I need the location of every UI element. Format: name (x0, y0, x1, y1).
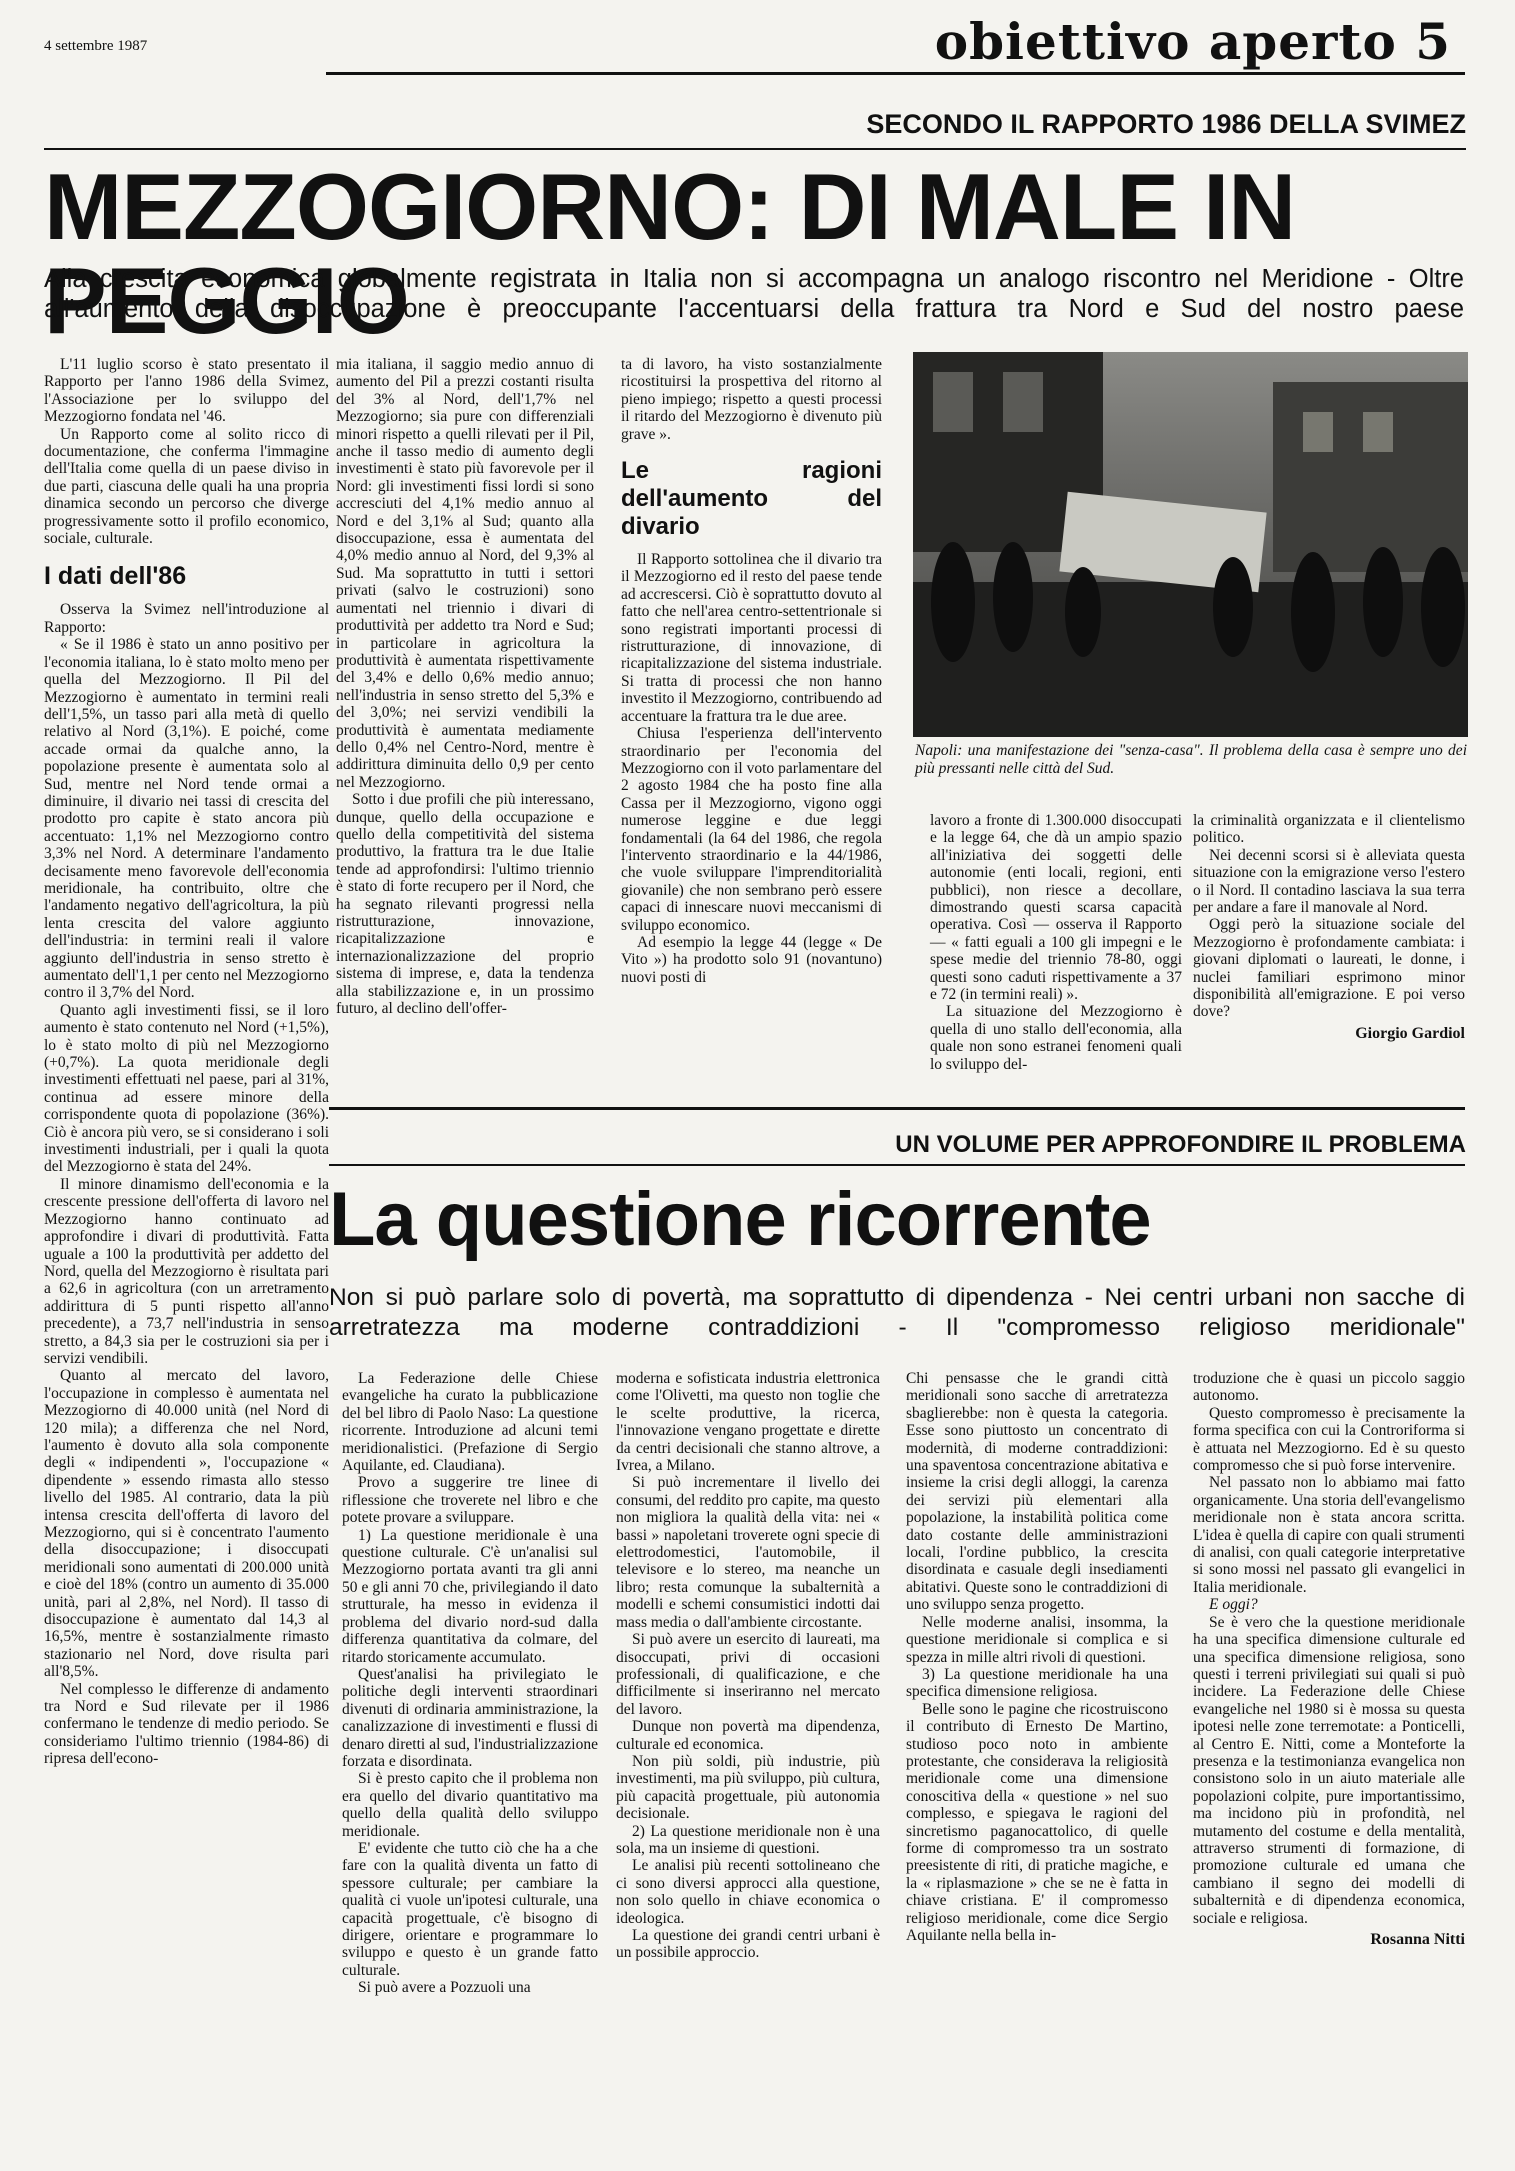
article2-column-2 (616, 1370, 880, 2160)
article2-headline: La questione ricorrente (329, 1177, 1151, 1262)
paragraph: La Federazione delle Chiese evangeliche ha curato la pubblicazione del bel libro di Paolo Naso: La questione ricorrente. Introduzione ad alcuni temi meridionalistici. (Prefazione di Sergio Aquilante, ed. Claudiana). (342, 1370, 598, 1475)
masthead-rule (326, 72, 1465, 75)
paragraph: Quanto al mercato del lavoro, l'occupazione in complesso è aumentata nel Mezzogiorno di 40.000 unità (nel Nord di 120 mila); a differenza che nel Nord, l'aumento è dovuto alla sola componente degli « indipendenti », l'occupazione « dipendente » essendo rimasta allo stesso livello del 1985. Al contrario, data la più intensa crescita dell'offerta di lavoro del Mezzogiorno, qui si è concentrato l'aumento della disoccupazione; i disoccupati meridionali sono aumentati di 200.000 unità e cioè del 18% (contro un aumento di 35.000 unità, pari al 2,8%, nel Nord). Il tasso di disoccupazione è aumentato dal 14,3 al 16,5%, mentre è sostanzialmente rimasto stazionario nel Nord, dove risulta pari all'8,5%. (44, 1367, 329, 1681)
article2-column-1 (342, 1370, 598, 2160)
paragraph: Oggi però la situazione sociale del Mezzogiorno è profondamente cambiata: i giovani diplomati o laureati, le donne, i nuclei familiari esprimono minor disponibilità all'emigrazione. E poi verso dove? (1193, 916, 1465, 1021)
paragraph: Nei decenni scorsi si è alleviata questa situazione con la emigrazione verso l'estero o il Nord. Il contadino lasciava la sua terra per andare a fare il manovale al Nord. (1193, 846, 1465, 917)
article2-top-rule (329, 1107, 1465, 1110)
paragraph: L'11 luglio scorso è stato presentato il Rapporto per l'anno 1986 della Svimez, l'Associazione per lo sviluppo del Mezzogiorno fondata nel '46. (44, 356, 329, 426)
paragraph: Nel passato non lo abbiamo mai fatto organicamente. Una storia dell'evangelismo meridionale non è stata ancora scritta. L'idea è quella di capire con quali strumenti di analisi, con quali categorie interpretative si sono mossi nel passato gli evangelici in Italia meridionale. (1193, 1474, 1465, 1596)
paragraph: E oggi? (1209, 1596, 1258, 1614)
paragraph: Osserva la Svimez nell'introduzione al Rapporto: (44, 601, 329, 636)
paragraph: « Se il 1986 è stato un anno positivo per l'economia italiana, lo è stato molto meno per quella del Mezzogiorno. Il Pil del Mezzogiorno è aumentato in termini reali dell'1,5%, un tasso pari alla metà di quello relativo al Nord (3,1%). E poiché, come accade ormai da qualche anno, la popolazione presente è aumentata solo al Sud, mentre nel Nord tende ormai a diminuire, il divario nei tassi di crescita del prodotto pro capite è stato ancora più accentuato: 1,1% nel Mezzogiorno contro 3,3% nel Nord. A determinare l'andamento decisamente meno favorevole dell'economia meridionale, ha contribuito, oltre che l'andamento negativo dell'agricoltura, la più lenta crescita del valore aggiunto dell'industria: in termini reali il valore aggiunto dell'industria in senso stretto è aumentato dell'1,1 per cento nel Mezzogiorno contro il 3,7% del Nord. (44, 636, 329, 1002)
paragraph: Belle sono le pagine che ricostruiscono il contributo di Ernesto De Martino, studioso poco noto in ambiente protestante, che considerava la religiosità meridionale come una dimensione conoscitiva della « questione » nel suo complesso, e spiegava le ragioni del sincretismo paganocattolico, di quelle forme di compromesso tra un sostrato preesistente di riti, di pratiche magiche, e la « riplasmazione » che se ne è fatta in chiave cristiana. E' il compromesso religioso meridionale, come dice Sergio Aquilante nella bella in- (906, 1700, 1168, 1944)
article2-rule (329, 1164, 1465, 1166)
paragraph: Nel complesso le differenze di andamento tra Nord e Sud rilevate per il 1986 confermano le tendenze di medio periodo. Se consideriamo l'ultimo triennio (1984-86) di ripresa dell'econo- (44, 1680, 329, 1768)
issue-date: 4 settembre 1987 (44, 38, 148, 54)
protest-photo (913, 352, 1468, 737)
article1-column-2 (336, 356, 594, 1156)
paragraph: Ad esempio la legge 44 (legge « De Vito ») ha prodotto solo 91 (novantuno) nuovi posti di (621, 933, 882, 986)
paragraph: La situazione del Mezzogiorno è quella di uno stallo dell'economia, alla quale non sono estranei fenomeni quali lo sviluppo del- (930, 1003, 1182, 1073)
paragraph: Chi pensasse che le grandi città meridionali sono sacche di arretratezza sbaglierebbe: non è questa la categoria. Esse sono piuttosto un concentrato di modernità, di moderne contraddizioni: una spaventosa concentrazione abitativa e insieme la crisi degli alloggi, la carenza dei servizi più elementari alla popolazione, la instabilità politica come dato costante delle amministrazioni locali, l'ordine pubblico, la crescita disordinata e casuale degli insediamenti abitativi. Queste sono le contraddizioni di uno sviluppo senza progetto. (906, 1370, 1168, 1614)
paragraph: Sotto i due profili che più interessano, dunque, quello della occupazione e quello della competitività del sistema produttivo, la frattura tra le due Italie tende ad approfondirsi: l'ultimo triennio è stato di forte recupero per il Nord, che ha segnato rilevanti progressi nella ristrutturazione, innovazione, ricapitalizzazione e internazionalizzazione del proprio sistema di imprese, e, data la tendenza alla stabilizzazione e, in un prossimo futuro, al declino dell'offer- (336, 791, 594, 1018)
article2-standfirst: Non si può parlare solo di povertà, ma soprattutto di dipendenza - Nei centri urbani non sacche di arretratezza ma moderne contraddizioni - Il "compromesso religioso meridionale" (329, 1284, 1465, 1341)
protest-photo-drawing (913, 352, 1468, 737)
subheading-dati: I dati dell'86 (44, 562, 187, 591)
paragraph: Non più soldi, più industrie, più investimenti, ma più sviluppo, più cultura, più capacità progettuale, più autonomia decisionale. (616, 1752, 880, 1823)
paragraph: Se è vero che la questione meridionale ha una specifica dimensione culturale ed una specifica dimensione religiosa, sono questi i terreni privilegiati sui quali si può incidere. La Federazione delle Chiese evangeliche nel 1980 si è mossa su questa ipotesi nelle zone terremotate: a Ponticelli, al Centro E. Nitti, come a Monteforte la presenza e la testimonianza evangelica non consistono solo in un aiuto materiale alle popolazioni colpite, pure importantissimo, ma incidono più in profondità, nel mutamento del costume e della mentalità, attraverso strumenti di formazione, di promozione culturale ed umana che cambiano il segno dei modelli di subalternità e di dipendenza economica, sociale e religiosa. (1193, 1613, 1465, 1927)
paragraph: 3) La questione meridionale ha una specifica dimensione religiosa. (906, 1665, 1168, 1701)
article1-rule (44, 148, 1466, 150)
article1-column-1 (44, 356, 329, 2171)
paragraph: ta di lavoro, ha visto sostanzialmente ricostituirsi la prospettiva del ritorno al pieno impiego; rispetto a questi processi il ritardo del Mezzogiorno è divenuto più grave ». (621, 356, 882, 443)
paragraph: Il Rapporto sottolinea che il divario tra il Mezzogiorno ed il resto del paese tende ad accrescersi. Ciò è soprattutto dovuto al fatto che nell'area centro-settentrionale si sono registrati importanti processi di ristrutturazione, di innovazione, di ricapitalizzazione del sistema industriale. Si tratta di processi che non hanno investito il Mezzogiorno, contribuendo ad accentuare la frattura tra le due aree. (621, 551, 882, 725)
paragraph: lavoro a fronte di 1.300.000 disoccupati e la legge 64, che dà un ampio spazio all'iniziativa dei soggetti delle autonomie (enti locali, regioni, enti pubblici), non riesce a decollare, dimostrando questi scarsa capacità operativa. Così — osserva il Rapporto — « fatti eguali a 100 gli impegni e le spese medie del triennio 78-80, oggi questi sono caduti rispettivamente a 37 e 72 (in termini reali) ». (930, 812, 1182, 1004)
paragraph: Le analisi più recenti sottolineano che ci sono diversi approcci alla questione, non solo quello in chiave economica o ideologica. (616, 1857, 880, 1927)
paragraph: Quest'analisi ha privilegiato le politiche degli interventi straordinari divenuti di ordinaria amministrazione, la canalizzazione di investimenti e flussi di denaro diretti al sud, l'industrializzazione forzata e disordinata. (342, 1665, 598, 1770)
article1-standfirst: Alla crescita economica globalmente registrata in Italia non si accompagna un analogo riscontro nel Meridione - Oltre all'aumento della disoccupazione è preoccupante l'accentuarsi della frattura tra Nord e Sud del nostro paese (44, 265, 1464, 323)
paragraph: E' evidente che tutto ciò che ha a che fare con la qualità diventa un fatto di spessore culturale; per cambiare la qualità ci vuole un'ipotesi culturale, una capacità progettuale, c'è bisogno di dirigere, orientare e programmare lo sviluppo e questo è un grande fatto culturale. (342, 1839, 598, 1979)
paragraph: mia italiana, il saggio medio annuo di aumento del Pil a prezzi costanti risulta del 3% al Nord, dell'1,7% nel Mezzogiorno; sia pure con differenziali minori rispetto a quelli rilevati per il Pil, anche il tasso medio di aumento degli investimenti è stato più favorevole per il Nord: gli investimenti fissi lordi si sono accresciuti del 4,1% medio annuo al Nord e del 3,1% al Sud; quanto alla disoccupazione, essa è aumentata del 4,0% medio annuo al Nord, del 9,3% al Sud. Ma soprattutto in tutti i settori privati (salvo le costruzioni) sono aumentati nel triennio i divari di produttività per addetto tra Nord e Sud; in particolare in agricoltura la produttività è aumentata rispettivamente del 3,4% e dello 0,6% medio annuo; nell'industria in senso stretto del 5,3% e del 3,0%; nei servizi vendibili la produttività è aumentata mediamente dello 0,4% nel Centro-Nord, mentre è addirittura diminuita dello 0,9 per cento nel Mezzogiorno. (336, 356, 594, 791)
paragraph: 2) La questione meridionale non è una sola, ma un insieme di questioni. (616, 1822, 880, 1857)
paragraph: La questione dei grandi centri urbani è un possibile approccio. (616, 1927, 880, 1962)
article2-column-4 (1193, 1370, 1465, 2160)
paragraph: troduzione che è quasi un piccolo saggio autonomo. (1193, 1370, 1465, 1405)
subheading-ragioni: Le ragioni dell'aumento del divario (621, 457, 882, 541)
article1-column-3 (621, 356, 882, 1156)
paragraph: la criminalità organizzata e il clientelismo politico. (1193, 812, 1465, 847)
paragraph: moderna e sofisticata industria elettronica come l'Olivetti, ma questo non toglie che le scelte produttive, la ricerca, l'innovazione vengano progettate e dirette da centri decisionali che stanno altrove, a Ivrea, a Milano. (616, 1370, 880, 1475)
paragraph: Si è presto capito che il problema non era quello del divario quantitativo ma quello della qualità dello sviluppo meridionale. (342, 1770, 598, 1840)
photo-caption: Napoli: una manifestazione dei "senza-casa". Il problema della casa è sempre uno dei più pressanti nelle città del Sud. (915, 742, 1467, 777)
paragraph: Nelle moderne analisi, insomma, la questione meridionale si complica e si spezza in mille altri rivoli di questioni. (906, 1613, 1168, 1666)
paragraph: Si può avere a Pozzuoli una (358, 1979, 531, 1997)
paragraph: Si può incrementare il livello dei consumi, del reddito pro capite, ma questo non migliora la qualità della vita: nei « bassi » napoletani troverete ogni specie di elettrodomestici, l'automobile, il televisore e lo stereo, ma neanche un libro; resta comunque la subalternità a modelli e schemi consumistici indotti dai mass media o dall'ambiente circostante. (616, 1474, 880, 1631)
section-title: obiettivo aperto 5 (934, 12, 1451, 71)
paragraph: Quanto agli investimenti fissi, se il loro aumento è stato contenuto nel Nord (+1,5%), lo è stato molto di più nel Mezzogiorno (+0,7%). La quota meridionale degli investimenti effettuati nel paese, pari al 31%, continua ad essere minore della corrispondente quota di popolazione (36%). Ciò è ancora più vero, se si considerano i soli investimenti industriali, per i quali la quota del Mezzogiorno è stata del 24%. (44, 1001, 329, 1176)
paragraph: Un Rapporto come al solito ricco di documentazione, che conferma l'immagine dell'Italia come quella di un paese diviso in due parti, ciascuna delle quali ha una propria dinamica secondo un percorso che diverge progressivamente sotto il profilo economico, sociale, culturale. (44, 425, 329, 548)
article2-kicker: UN VOLUME PER APPROFONDIRE IL PROBLEMA (895, 1131, 1466, 1158)
article1-kicker: SECONDO IL RAPPORTO 1986 DELLA SVIMEZ (866, 109, 1466, 139)
paragraph: Dunque non povertà ma dipendenza, culturale ed economica. (616, 1718, 880, 1753)
paragraph: Chiusa l'esperienza dell'intervento straordinario per l'economia del Mezzogiorno con il voto parlamentare del 2 agosto 1984 che ha posto fine alla Cassa per il Mezzogiorno, vigono oggi numerose leggine e due leggi fondamentali (la 64 del 1986, che regola l'intervento straordinario e la 44/1986, che vuole sviluppare l'imprenditorialità giovanile) che non sembrano però essere capaci di innescare nuovi meccanismi di sviluppo economico. (621, 725, 882, 934)
paragraph: 1) La questione meridionale è una questione culturale. C'è un'analisi sul Mezzogiorno portata avanti tra gli anni 50 e gli anni 70 che, privilegiando il dato strutturale, ha messo in evidenza il problema del divario nord-sud dalla differenza quantitativa da colmare, del ritardo storicamente accumulato. (342, 1526, 598, 1666)
article1-signature: Giorgio Gardiol (1355, 1024, 1465, 1042)
article1-headline: MEZZOGIORNO: DI MALE IN PEGGIO (44, 154, 1296, 353)
article2-column-3 (906, 1370, 1168, 2160)
paragraph: Provo a suggerire tre linee di riflessione che troverete nel libro e che potete provare a sviluppare. (342, 1474, 598, 1527)
paragraph: Questo compromesso è precisamente la forma specifica con cui la Controriforma si è attuata nel Mezzogiorno. Ed è su questo compromesso che si può forse intervenire. (1193, 1404, 1465, 1475)
paragraph: Il minore dinamismo dell'economia e la crescente pressione dell'offerta di lavoro nel Mezzogiorno hanno continuato ad approfondire i divari di produttività. Fatta uguale a 100 la produttività per addetto del Nord, quella del Mezzogiorno è risultata pari a 62,6 in agricoltura (con un arretramento addirittura di 5 punti rispetto all'anno precedente), a 73,7 nell'industria in senso stretto, a 84,3 sia per le costruzioni sia per i servizi vendibili. (44, 1175, 329, 1367)
paragraph: Si può avere un esercito di laureati, ma disoccupati, privi di occasioni professionali, di qualificazione, e che difficilmente si inseriranno nel mercato del lavoro. (616, 1631, 880, 1718)
article2-signature: Rosanna Nitti (1370, 1931, 1465, 1948)
